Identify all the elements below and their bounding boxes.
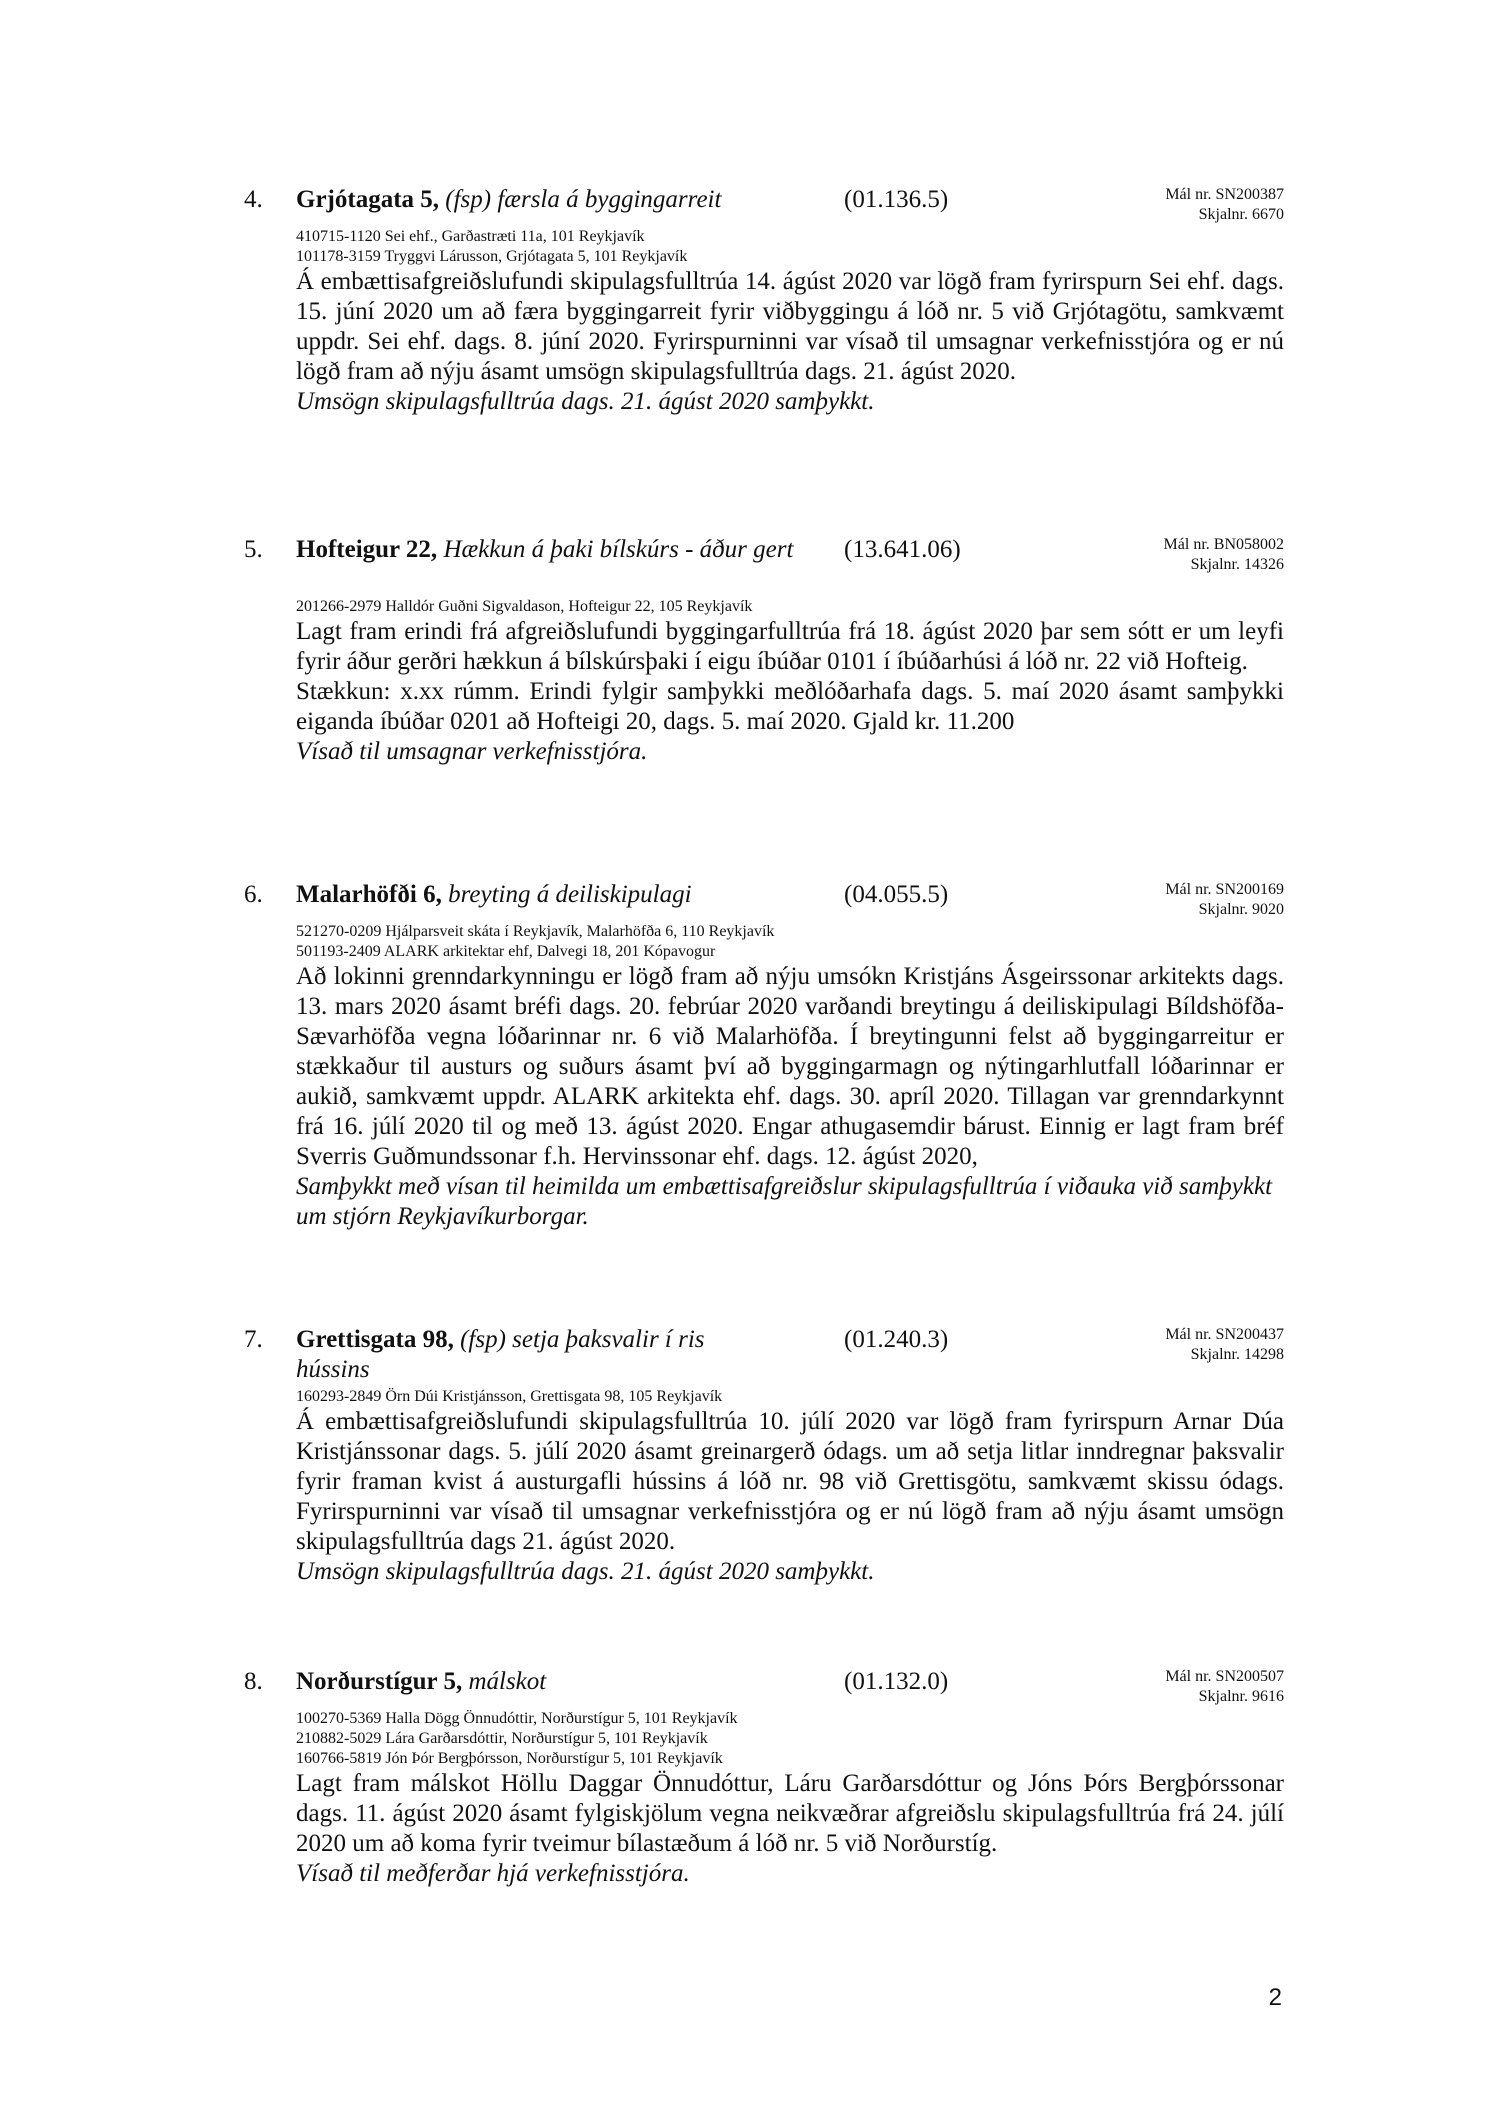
item-decision: Vísað til meðferðar hjá verkefnisstjóra.: [296, 1860, 690, 1887]
case-number: Mál nr. SN200169: [1165, 881, 1284, 898]
land-code: (01.132.0): [844, 1668, 949, 1695]
land-code: (01.136.5): [844, 186, 949, 213]
item-number: 4.: [244, 186, 263, 213]
document-number: Skjalnr. 9616: [1198, 1688, 1284, 1705]
item-description: Stækkun: x.xx rúmm. Erindi fylgir samþykki meðlóðarhafa dags. 5. maí 2020 ásamt samþykki eiganda íbúðar 0201 að Hofteigi 20, dags. 5. maí 2020. Gjald kr. 11.200: [296, 678, 1284, 735]
document-number: Skjalnr. 14298: [1190, 1346, 1284, 1363]
item-body: [296, 597, 1284, 767]
land-code: (13.641.06): [844, 536, 961, 563]
item-body: [296, 227, 1284, 417]
item-title: [296, 535, 796, 565]
item-number: 8.: [244, 1668, 263, 1695]
case-number: Mál nr. BN058002: [1163, 536, 1284, 553]
owner-line: 160766-5819 Jón Þór Bergþórsson, Norðurstígur 5, 101 Reykjavík: [296, 1750, 723, 1767]
item-address: Norðurstígur 5,: [296, 1668, 463, 1695]
owner-line: 101178-3159 Tryggvi Lárusson, Grjótagata 5, 101 Reykjavík: [296, 248, 688, 265]
item-body: [296, 1387, 1284, 1587]
item-title: [296, 1325, 776, 1385]
item-description: Á embættisafgreiðslufundi skipulagsfulltrúa 14. ágúst 2020 var lögð fram fyrirspurn Sei ehf. dags. 15. júní 2020 um að færa byggingarreit fyrir viðbyggingu á lóð nr. 5 við Grjótagötu, samkvæmt uppdr. Sei ehf. dags. 8. júní 2020. Fyrirspurninni var vísað til umsagnar verkefnisstjóra og er nú lögð fram að nýju ásamt umsögn skipulagsfulltrúa dags. 21. ágúst 2020.: [296, 268, 1284, 385]
item-address: Grettisgata 98,: [296, 1326, 454, 1353]
item-description: Á embættisafgreiðslufundi skipulagsfulltrúa 10. júlí 2020 var lögð fram fyrirspurn Arnar Dúa Kristjánssonar dags. 5. júlí 2020 ásamt greinargerð ódags. um að setja litlar inndregnar þaksvalir fyrir framan kvist á austurgafli hússins á lóð nr. 98 við Grettisgötu, samkvæmt skissu ódags. Fyrirspurninni var vísað til umsagnar verkefnisstjóra og er nú lögð fram að nýju ásamt umsögn skipulagsfulltrúa dags 21. ágúst 2020.: [296, 1408, 1284, 1555]
owner-line: 210882-5029 Lára Garðarsdóttir, Norðurstígur 5, 101 Reykjavík: [296, 1730, 708, 1747]
item-subject: breyting á deiliskipulagi: [448, 881, 692, 908]
item-address: Malarhöfði 6,: [296, 881, 442, 908]
case-ref: [1164, 535, 1284, 575]
item-subject: (fsp) setja þaksvalir í ris hússins: [296, 1326, 705, 1383]
item-decision: Umsögn skipulagsfulltrúa dags. 21. ágúst 2020 samþykkt.: [296, 1558, 875, 1585]
item-title: [296, 185, 816, 215]
item-number: 6.: [244, 881, 263, 908]
item-number: 5.: [244, 536, 263, 563]
owner-line: 501193-2409 ALARK arkitektar ehf, Dalvegi 18, 201 Kópavogur: [296, 943, 716, 960]
case-ref: [1165, 185, 1284, 225]
item-decision: Vísað til umsagnar verkefnisstjóra.: [296, 738, 648, 765]
owner-line: 410715-1120 Sei ehf., Garðastræti 11a, 101 Reykjavík: [296, 228, 645, 245]
item-subject: Hækkun á þaki bílskúrs - áður gert: [443, 536, 794, 563]
land-code: (01.240.3): [844, 1326, 949, 1353]
case-ref: [1165, 1325, 1284, 1365]
item-description: Lagt fram málskot Höllu Daggar Önnudóttur, Láru Garðarsdóttur og Jóns Þórs Bergþórssonar dags. 11. ágúst 2020 ásamt fylgiskjölum vegna neikvæðrar afgreiðslu skipulagsfulltrúa frá 24. júlí 2020 um að koma fyrir tveimur bílastæðum á lóð nr. 5 við Norðurstíg.: [296, 1770, 1284, 1857]
item-body: [296, 922, 1284, 1232]
owner-line: 201266-2979 Halldór Guðni Sigvaldason, Hofteigur 22, 105 Reykjavík: [296, 598, 753, 615]
item-subject: (fsp) færsla á byggingarreit: [445, 186, 722, 213]
item-title: [296, 1667, 816, 1697]
case-ref: [1165, 1667, 1284, 1707]
item-number: 7.: [244, 1326, 263, 1353]
document-number: Skjalnr. 14326: [1190, 556, 1284, 573]
item-title: [296, 880, 816, 910]
item-decision: Umsögn skipulagsfulltrúa dags. 21. ágúst 2020 samþykkt.: [296, 388, 875, 415]
owner-line: 521270-0209 Hjálparsveit skáta í Reykjavík, Malarhöfða 6, 110 Reykjavík: [296, 923, 775, 940]
item-description: Lagt fram erindi frá afgreiðslufundi byggingarfulltrúa frá 18. ágúst 2020 þar sem sótt er um leyfi fyrir áður gerðri hækkun á bílskúrsþaki í eigu íbúðar 0101 í íbúðarhúsi á lóð nr. 22 við Hofteig.: [296, 618, 1284, 675]
owner-line: 160293-2849 Örn Dúi Kristjánsson, Grettisgata 98, 105 Reykjavík: [296, 1388, 723, 1405]
case-number: Mál nr. SN200387: [1165, 186, 1284, 203]
item-subject: málskot: [468, 1668, 547, 1695]
document-number: Skjalnr. 9020: [1198, 901, 1284, 918]
item-description: Að lokinni grenndarkynningu er lögð fram að nýju umsókn Kristjáns Ásgeirssonar arkitekts dags. 13. mars 2020 ásamt bréfi dags. 20. febrúar 2020 varðandi breytingu á deiliskipulagi Bíldshöfða-Sævarhöfða vegna lóðarinnar nr. 6 við Malarhöfða. Í breytingunni felst að byggingarreitur er stækkaður til austurs og suðurs ásamt því að byggingarmagn og nýtingarhlutfall lóðarinnar er aukið, samkvæmt uppdr. ALARK arkitekta ehf. dags. 30. apríl 2020. Tillagan var grenndarkynnt frá 16. júlí 2020 til og með 13. ágúst 2020. Engar athugasemdir bárust. Einnig er lagt fram bréf Sverris Guðmundssonar f.h. Hervinssonar ehf. dags. 12. ágúst 2020,: [296, 963, 1284, 1170]
document-number: Skjalnr. 6670: [1198, 206, 1284, 223]
page-number: 2: [1268, 1984, 1282, 2011]
item-body: [296, 1709, 1284, 1889]
item-address: Hofteigur 22,: [296, 536, 438, 563]
land-code: (04.055.5): [844, 881, 949, 908]
case-number: Mál nr. SN200507: [1165, 1668, 1284, 1685]
case-number: Mál nr. SN200437: [1165, 1326, 1284, 1343]
owner-line: 100270-5369 Halla Dögg Önnudóttir, Norðurstígur 5, 101 Reykjavík: [296, 1710, 738, 1727]
case-ref: [1165, 880, 1284, 920]
item-address: Grjótagata 5,: [296, 186, 440, 213]
item-decision: Samþykkt með vísan til heimilda um embættisafgreiðslur skipulagsfulltrúa í viðauka við samþykkt um stjórn Reykjavíkurborgar.: [296, 1173, 1273, 1230]
